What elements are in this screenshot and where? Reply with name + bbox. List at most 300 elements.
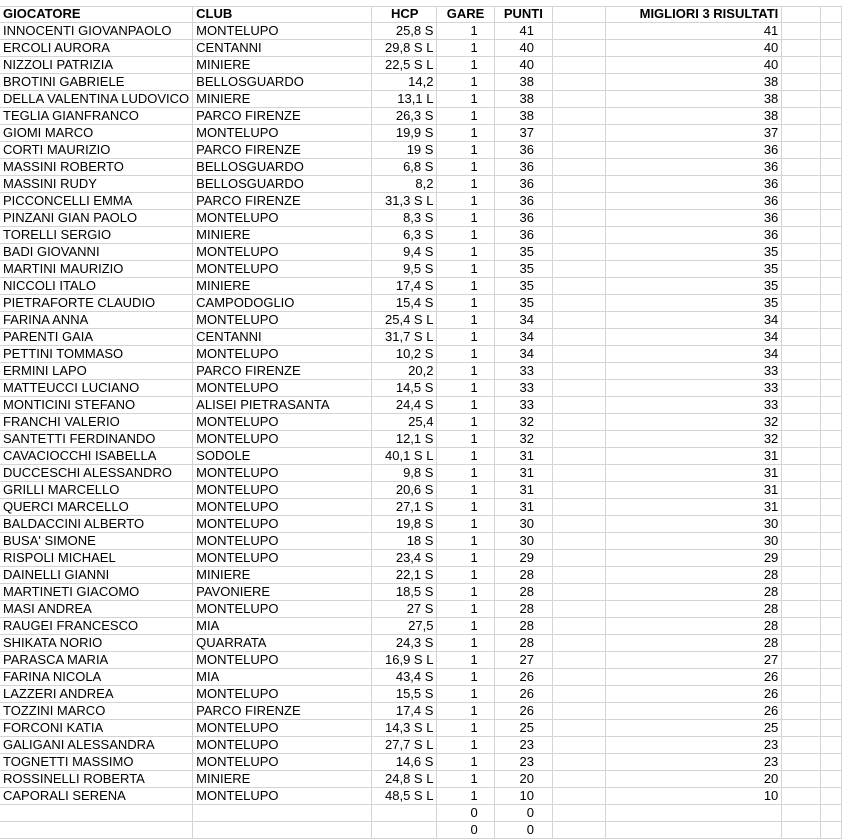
cell-hcp[interactable]: 19,8 S: [371, 516, 437, 533]
cell-hcp[interactable]: 27,7 S L: [371, 737, 437, 754]
cell-empty-i[interactable]: [820, 635, 841, 652]
cell-empty-h[interactable]: [782, 210, 821, 227]
cell-punti[interactable]: 10: [494, 788, 552, 805]
cell-migliori[interactable]: [605, 805, 782, 822]
cell-empty-i[interactable]: [820, 669, 841, 686]
cell-empty-f[interactable]: [552, 618, 605, 635]
cell-empty-i[interactable]: [820, 74, 841, 91]
cell-punti[interactable]: 28: [494, 635, 552, 652]
cell-empty-h[interactable]: [782, 567, 821, 584]
cell-giocatore[interactable]: MARTINETI GIACOMO: [0, 584, 193, 601]
cell-gare[interactable]: 1: [437, 550, 494, 567]
cell-empty-h[interactable]: [782, 91, 821, 108]
cell-gare[interactable]: 1: [437, 329, 494, 346]
cell-migliori[interactable]: 38: [605, 91, 782, 108]
cell-punti[interactable]: 37: [494, 125, 552, 142]
cell-empty-h[interactable]: [782, 397, 821, 414]
cell-empty-h[interactable]: [782, 329, 821, 346]
cell-empty-i[interactable]: [820, 363, 841, 380]
cell-hcp[interactable]: 13,1 L: [371, 91, 437, 108]
cell-migliori[interactable]: 30: [605, 516, 782, 533]
cell-empty-i[interactable]: [820, 788, 841, 805]
cell-hcp[interactable]: [371, 822, 437, 839]
cell-migliori[interactable]: 35: [605, 261, 782, 278]
cell-giocatore[interactable]: CORTI MAURIZIO: [0, 142, 193, 159]
cell-hcp[interactable]: 29,8 S L: [371, 40, 437, 57]
cell-empty-f[interactable]: [552, 244, 605, 261]
cell-empty-i[interactable]: [820, 57, 841, 74]
cell-giocatore[interactable]: ERMINI LAPO: [0, 363, 193, 380]
cell-empty-i[interactable]: [820, 754, 841, 771]
cell-hcp[interactable]: 6,3 S: [371, 227, 437, 244]
cell-migliori[interactable]: 28: [605, 584, 782, 601]
cell-gare[interactable]: 1: [437, 142, 494, 159]
cell-empty-h[interactable]: [782, 278, 821, 295]
cell-gare[interactable]: 1: [437, 176, 494, 193]
cell-punti[interactable]: 0: [494, 805, 552, 822]
cell-giocatore[interactable]: BADI GIOVANNI: [0, 244, 193, 261]
cell-giocatore[interactable]: TEGLIA GIANFRANCO: [0, 108, 193, 125]
cell-club[interactable]: MONTELUPO: [193, 601, 372, 618]
cell-giocatore[interactable]: SHIKATA NORIO: [0, 635, 193, 652]
cell-gare[interactable]: 0: [437, 805, 494, 822]
cell-club[interactable]: MONTELUPO: [193, 261, 372, 278]
cell-gare[interactable]: 1: [437, 227, 494, 244]
cell-punti[interactable]: 31: [494, 448, 552, 465]
cell-punti[interactable]: 27: [494, 652, 552, 669]
cell-club[interactable]: MIA: [193, 669, 372, 686]
cell-empty-h[interactable]: [782, 74, 821, 91]
cell-gare[interactable]: 1: [437, 40, 494, 57]
cell-empty-i[interactable]: [820, 720, 841, 737]
cell-gare[interactable]: 1: [437, 516, 494, 533]
cell-empty-i[interactable]: [820, 703, 841, 720]
cell-punti[interactable]: 30: [494, 516, 552, 533]
cell-migliori[interactable]: 32: [605, 414, 782, 431]
cell-club[interactable]: PARCO FIRENZE: [193, 703, 372, 720]
cell-migliori[interactable]: 41: [605, 23, 782, 40]
cell-hcp[interactable]: 48,5 S L: [371, 788, 437, 805]
cell-migliori[interactable]: 33: [605, 363, 782, 380]
cell-migliori[interactable]: 40: [605, 40, 782, 57]
cell-empty-i[interactable]: [820, 771, 841, 788]
cell-punti[interactable]: 0: [494, 822, 552, 839]
cell-empty-h[interactable]: [782, 686, 821, 703]
cell-empty-i[interactable]: [820, 312, 841, 329]
cell-punti[interactable]: 36: [494, 159, 552, 176]
cell-giocatore[interactable]: MARTINI MAURIZIO: [0, 261, 193, 278]
cell-migliori[interactable]: 38: [605, 74, 782, 91]
cell-hcp[interactable]: [371, 805, 437, 822]
cell-migliori[interactable]: 26: [605, 669, 782, 686]
cell-hcp[interactable]: 27,1 S: [371, 499, 437, 516]
cell-migliori[interactable]: 23: [605, 737, 782, 754]
cell-hcp[interactable]: 15,4 S: [371, 295, 437, 312]
cell-migliori[interactable]: 34: [605, 329, 782, 346]
cell-empty-f[interactable]: [552, 465, 605, 482]
cell-empty-i[interactable]: [820, 125, 841, 142]
cell-migliori[interactable]: 34: [605, 346, 782, 363]
cell-hcp[interactable]: 20,2: [371, 363, 437, 380]
cell-hcp[interactable]: 43,4 S: [371, 669, 437, 686]
cell-empty-f[interactable]: [552, 346, 605, 363]
cell-empty-h[interactable]: [782, 193, 821, 210]
cell-hcp[interactable]: 17,4 S: [371, 278, 437, 295]
cell-club[interactable]: MONTELUPO: [193, 499, 372, 516]
cell-empty-h[interactable]: [782, 363, 821, 380]
cell-hcp[interactable]: 24,8 S L: [371, 771, 437, 788]
cell-giocatore[interactable]: MASSINI RUDY: [0, 176, 193, 193]
cell-punti[interactable]: 40: [494, 40, 552, 57]
cell-punti[interactable]: 23: [494, 754, 552, 771]
cell-giocatore[interactable]: SANTETTI FERDINANDO: [0, 431, 193, 448]
cell-gare[interactable]: 1: [437, 91, 494, 108]
cell-gare[interactable]: 1: [437, 74, 494, 91]
cell-punti[interactable]: 40: [494, 57, 552, 74]
cell-empty-f[interactable]: [552, 261, 605, 278]
cell-club[interactable]: MONTELUPO: [193, 380, 372, 397]
cell-giocatore[interactable]: INNOCENTI GIOVANPAOLO: [0, 23, 193, 40]
cell-empty-f[interactable]: [552, 108, 605, 125]
cell-empty-h[interactable]: [782, 754, 821, 771]
cell-gare[interactable]: 1: [437, 635, 494, 652]
cell-hcp[interactable]: 15,5 S: [371, 686, 437, 703]
cell-club[interactable]: MONTELUPO: [193, 465, 372, 482]
cell-club[interactable]: MONTELUPO: [193, 737, 372, 754]
cell-empty-f[interactable]: [552, 57, 605, 74]
cell-migliori[interactable]: 36: [605, 142, 782, 159]
cell-giocatore[interactable]: PICCONCELLI EMMA: [0, 193, 193, 210]
cell-giocatore[interactable]: MASI ANDREA: [0, 601, 193, 618]
cell-empty-i[interactable]: [820, 159, 841, 176]
cell-empty-f[interactable]: [552, 669, 605, 686]
cell-empty-i[interactable]: [820, 176, 841, 193]
cell-hcp[interactable]: 24,4 S: [371, 397, 437, 414]
cell-giocatore[interactable]: TORELLI SERGIO: [0, 227, 193, 244]
cell-empty-f[interactable]: [552, 652, 605, 669]
cell-club[interactable]: MIA: [193, 618, 372, 635]
cell-club[interactable]: MINIERE: [193, 278, 372, 295]
header-hcp[interactable]: HCP: [371, 6, 437, 23]
cell-hcp[interactable]: 25,4: [371, 414, 437, 431]
header-empty-i[interactable]: [820, 6, 841, 23]
cell-empty-i[interactable]: [820, 652, 841, 669]
cell-migliori[interactable]: 28: [605, 567, 782, 584]
cell-club[interactable]: MONTELUPO: [193, 533, 372, 550]
cell-gare[interactable]: 1: [437, 193, 494, 210]
cell-hcp[interactable]: 27 S: [371, 601, 437, 618]
cell-punti[interactable]: 38: [494, 91, 552, 108]
cell-migliori[interactable]: 33: [605, 397, 782, 414]
cell-club[interactable]: MONTELUPO: [193, 244, 372, 261]
cell-club[interactable]: QUARRATA: [193, 635, 372, 652]
cell-club[interactable]: MINIERE: [193, 57, 372, 74]
cell-club[interactable]: SODOLE: [193, 448, 372, 465]
cell-hcp[interactable]: 31,7 S L: [371, 329, 437, 346]
cell-club[interactable]: CAMPODOGLIO: [193, 295, 372, 312]
cell-club[interactable]: MONTELUPO: [193, 482, 372, 499]
cell-empty-f[interactable]: [552, 23, 605, 40]
header-giocatore[interactable]: GIOCATORE: [0, 6, 193, 23]
cell-empty-f[interactable]: [552, 771, 605, 788]
cell-giocatore[interactable]: FARINA ANNA: [0, 312, 193, 329]
cell-hcp[interactable]: 40,1 S L: [371, 448, 437, 465]
cell-hcp[interactable]: 19,9 S: [371, 125, 437, 142]
cell-empty-i[interactable]: [820, 397, 841, 414]
cell-empty-i[interactable]: [820, 499, 841, 516]
cell-punti[interactable]: 23: [494, 737, 552, 754]
cell-empty-f[interactable]: [552, 176, 605, 193]
cell-empty-i[interactable]: [820, 261, 841, 278]
cell-gare[interactable]: 1: [437, 754, 494, 771]
cell-gare[interactable]: 1: [437, 737, 494, 754]
cell-empty-i[interactable]: [820, 108, 841, 125]
header-empty-h[interactable]: [782, 6, 821, 23]
cell-club[interactable]: BELLOSGUARDO: [193, 74, 372, 91]
cell-empty-h[interactable]: [782, 635, 821, 652]
cell-empty-f[interactable]: [552, 329, 605, 346]
cell-giocatore[interactable]: FORCONI KATIA: [0, 720, 193, 737]
cell-gare[interactable]: 1: [437, 414, 494, 431]
cell-club[interactable]: MONTELUPO: [193, 720, 372, 737]
cell-empty-f[interactable]: [552, 431, 605, 448]
cell-club[interactable]: BELLOSGUARDO: [193, 159, 372, 176]
cell-empty-i[interactable]: [820, 533, 841, 550]
cell-empty-h[interactable]: [782, 822, 821, 839]
cell-migliori[interactable]: 28: [605, 618, 782, 635]
cell-empty-i[interactable]: [820, 142, 841, 159]
cell-gare[interactable]: 1: [437, 788, 494, 805]
cell-punti[interactable]: 35: [494, 295, 552, 312]
cell-empty-f[interactable]: [552, 754, 605, 771]
cell-migliori[interactable]: 35: [605, 244, 782, 261]
cell-punti[interactable]: 35: [494, 244, 552, 261]
cell-migliori[interactable]: 23: [605, 754, 782, 771]
cell-club[interactable]: MINIERE: [193, 91, 372, 108]
cell-empty-i[interactable]: [820, 346, 841, 363]
cell-gare[interactable]: 1: [437, 720, 494, 737]
cell-empty-h[interactable]: [782, 346, 821, 363]
cell-hcp[interactable]: 14,5 S: [371, 380, 437, 397]
cell-empty-h[interactable]: [782, 720, 821, 737]
cell-club[interactable]: CENTANNI: [193, 40, 372, 57]
cell-empty-i[interactable]: [820, 40, 841, 57]
cell-empty-i[interactable]: [820, 737, 841, 754]
cell-empty-h[interactable]: [782, 703, 821, 720]
cell-punti[interactable]: 29: [494, 550, 552, 567]
cell-hcp[interactable]: 8,2: [371, 176, 437, 193]
cell-empty-h[interactable]: [782, 601, 821, 618]
cell-empty-i[interactable]: [820, 567, 841, 584]
cell-empty-h[interactable]: [782, 431, 821, 448]
cell-punti[interactable]: 35: [494, 278, 552, 295]
cell-empty-h[interactable]: [782, 414, 821, 431]
cell-empty-f[interactable]: [552, 159, 605, 176]
cell-giocatore[interactable]: DELLA VALENTINA LUDOVICO: [0, 91, 193, 108]
cell-giocatore[interactable]: BALDACCINI ALBERTO: [0, 516, 193, 533]
cell-punti[interactable]: 31: [494, 465, 552, 482]
cell-empty-h[interactable]: [782, 380, 821, 397]
cell-giocatore[interactable]: NICCOLI ITALO: [0, 278, 193, 295]
cell-giocatore[interactable]: PARENTI GAIA: [0, 329, 193, 346]
cell-hcp[interactable]: 9,8 S: [371, 465, 437, 482]
cell-punti[interactable]: 28: [494, 618, 552, 635]
cell-hcp[interactable]: 18 S: [371, 533, 437, 550]
cell-gare[interactable]: 1: [437, 57, 494, 74]
cell-hcp[interactable]: 22,5 S L: [371, 57, 437, 74]
cell-empty-f[interactable]: [552, 686, 605, 703]
cell-empty-i[interactable]: [820, 91, 841, 108]
cell-empty-i[interactable]: [820, 23, 841, 40]
cell-migliori[interactable]: 27: [605, 652, 782, 669]
cell-empty-h[interactable]: [782, 176, 821, 193]
cell-punti[interactable]: 36: [494, 210, 552, 227]
cell-empty-f[interactable]: [552, 380, 605, 397]
cell-empty-h[interactable]: [782, 40, 821, 57]
cell-giocatore[interactable]: MATTEUCCI LUCIANO: [0, 380, 193, 397]
cell-migliori[interactable]: 37: [605, 125, 782, 142]
cell-club[interactable]: PAVONIERE: [193, 584, 372, 601]
cell-gare[interactable]: 1: [437, 431, 494, 448]
cell-migliori[interactable]: 31: [605, 465, 782, 482]
cell-migliori[interactable]: 36: [605, 210, 782, 227]
cell-empty-h[interactable]: [782, 227, 821, 244]
cell-club[interactable]: MINIERE: [193, 771, 372, 788]
cell-giocatore[interactable]: GIOMI MARCO: [0, 125, 193, 142]
cell-migliori[interactable]: 33: [605, 380, 782, 397]
cell-empty-i[interactable]: [820, 686, 841, 703]
cell-empty-f[interactable]: [552, 448, 605, 465]
cell-empty-f[interactable]: [552, 805, 605, 822]
cell-hcp[interactable]: 20,6 S: [371, 482, 437, 499]
cell-giocatore[interactable]: ROSSINELLI ROBERTA: [0, 771, 193, 788]
cell-punti[interactable]: 26: [494, 703, 552, 720]
cell-club[interactable]: ALISEI PIETRASANTA: [193, 397, 372, 414]
cell-empty-i[interactable]: [820, 822, 841, 839]
cell-migliori[interactable]: 30: [605, 533, 782, 550]
cell-club[interactable]: PARCO FIRENZE: [193, 363, 372, 380]
cell-giocatore[interactable]: DAINELLI GIANNI: [0, 567, 193, 584]
cell-giocatore[interactable]: DUCCESCHI ALESSANDRO: [0, 465, 193, 482]
cell-gare[interactable]: 1: [437, 533, 494, 550]
cell-empty-i[interactable]: [820, 414, 841, 431]
header-migliori[interactable]: MIGLIORI 3 RISULTATI: [605, 6, 782, 23]
cell-hcp[interactable]: 9,4 S: [371, 244, 437, 261]
cell-migliori[interactable]: 36: [605, 176, 782, 193]
cell-empty-f[interactable]: [552, 550, 605, 567]
cell-hcp[interactable]: 25,4 S L: [371, 312, 437, 329]
cell-migliori[interactable]: 10: [605, 788, 782, 805]
cell-empty-i[interactable]: [820, 329, 841, 346]
cell-club[interactable]: PARCO FIRENZE: [193, 108, 372, 125]
cell-hcp[interactable]: 6,8 S: [371, 159, 437, 176]
cell-gare[interactable]: 1: [437, 312, 494, 329]
header-club[interactable]: CLUB: [193, 6, 372, 23]
cell-gare[interactable]: 1: [437, 23, 494, 40]
cell-club[interactable]: PARCO FIRENZE: [193, 142, 372, 159]
cell-club[interactable]: MONTELUPO: [193, 686, 372, 703]
cell-empty-f[interactable]: [552, 397, 605, 414]
cell-empty-f[interactable]: [552, 499, 605, 516]
cell-empty-i[interactable]: [820, 516, 841, 533]
cell-club[interactable]: MONTELUPO: [193, 754, 372, 771]
cell-empty-h[interactable]: [782, 516, 821, 533]
cell-club[interactable]: MONTELUPO: [193, 312, 372, 329]
cell-gare[interactable]: 0: [437, 822, 494, 839]
cell-gare[interactable]: 1: [437, 278, 494, 295]
cell-gare[interactable]: 1: [437, 618, 494, 635]
cell-empty-h[interactable]: [782, 669, 821, 686]
cell-hcp[interactable]: 8,3 S: [371, 210, 437, 227]
cell-migliori[interactable]: 34: [605, 312, 782, 329]
cell-empty-f[interactable]: [552, 584, 605, 601]
cell-gare[interactable]: 1: [437, 771, 494, 788]
cell-empty-i[interactable]: [820, 584, 841, 601]
cell-empty-i[interactable]: [820, 601, 841, 618]
cell-empty-i[interactable]: [820, 448, 841, 465]
cell-empty-f[interactable]: [552, 74, 605, 91]
cell-giocatore[interactable]: NIZZOLI PATRIZIA: [0, 57, 193, 74]
cell-gare[interactable]: 1: [437, 601, 494, 618]
cell-gare[interactable]: 1: [437, 499, 494, 516]
cell-punti[interactable]: 33: [494, 397, 552, 414]
cell-punti[interactable]: 26: [494, 686, 552, 703]
cell-gare[interactable]: 1: [437, 244, 494, 261]
cell-empty-h[interactable]: [782, 448, 821, 465]
cell-migliori[interactable]: 31: [605, 448, 782, 465]
cell-giocatore[interactable]: GRILLI MARCELLO: [0, 482, 193, 499]
cell-migliori[interactable]: 25: [605, 720, 782, 737]
cell-empty-f[interactable]: [552, 363, 605, 380]
cell-migliori[interactable]: 36: [605, 227, 782, 244]
cell-gare[interactable]: 1: [437, 108, 494, 125]
cell-empty-i[interactable]: [820, 465, 841, 482]
cell-punti[interactable]: 36: [494, 142, 552, 159]
cell-club[interactable]: [193, 822, 372, 839]
cell-empty-h[interactable]: [782, 261, 821, 278]
cell-giocatore[interactable]: PARASCA MARIA: [0, 652, 193, 669]
cell-empty-f[interactable]: [552, 737, 605, 754]
cell-punti[interactable]: 33: [494, 380, 552, 397]
cell-giocatore[interactable]: FARINA NICOLA: [0, 669, 193, 686]
cell-punti[interactable]: 33: [494, 363, 552, 380]
cell-hcp[interactable]: 16,9 S L: [371, 652, 437, 669]
cell-club[interactable]: MONTELUPO: [193, 431, 372, 448]
cell-empty-h[interactable]: [782, 159, 821, 176]
cell-hcp[interactable]: 31,3 S L: [371, 193, 437, 210]
cell-gare[interactable]: 1: [437, 159, 494, 176]
cell-empty-i[interactable]: [820, 244, 841, 261]
cell-punti[interactable]: 31: [494, 482, 552, 499]
cell-empty-f[interactable]: [552, 822, 605, 839]
cell-hcp[interactable]: 25,8 S: [371, 23, 437, 40]
cell-gare[interactable]: 1: [437, 210, 494, 227]
cell-gare[interactable]: 1: [437, 448, 494, 465]
cell-hcp[interactable]: 27,5: [371, 618, 437, 635]
cell-giocatore[interactable]: MASSINI ROBERTO: [0, 159, 193, 176]
cell-punti[interactable]: 41: [494, 23, 552, 40]
cell-migliori[interactable]: 31: [605, 482, 782, 499]
cell-punti[interactable]: 34: [494, 346, 552, 363]
cell-punti[interactable]: 35: [494, 261, 552, 278]
spreadsheet-grid[interactable]: [0, 6, 842, 839]
cell-empty-f[interactable]: [552, 788, 605, 805]
cell-club[interactable]: MONTELUPO: [193, 125, 372, 142]
cell-punti[interactable]: 25: [494, 720, 552, 737]
cell-gare[interactable]: 1: [437, 652, 494, 669]
cell-migliori[interactable]: 38: [605, 108, 782, 125]
cell-empty-h[interactable]: [782, 584, 821, 601]
